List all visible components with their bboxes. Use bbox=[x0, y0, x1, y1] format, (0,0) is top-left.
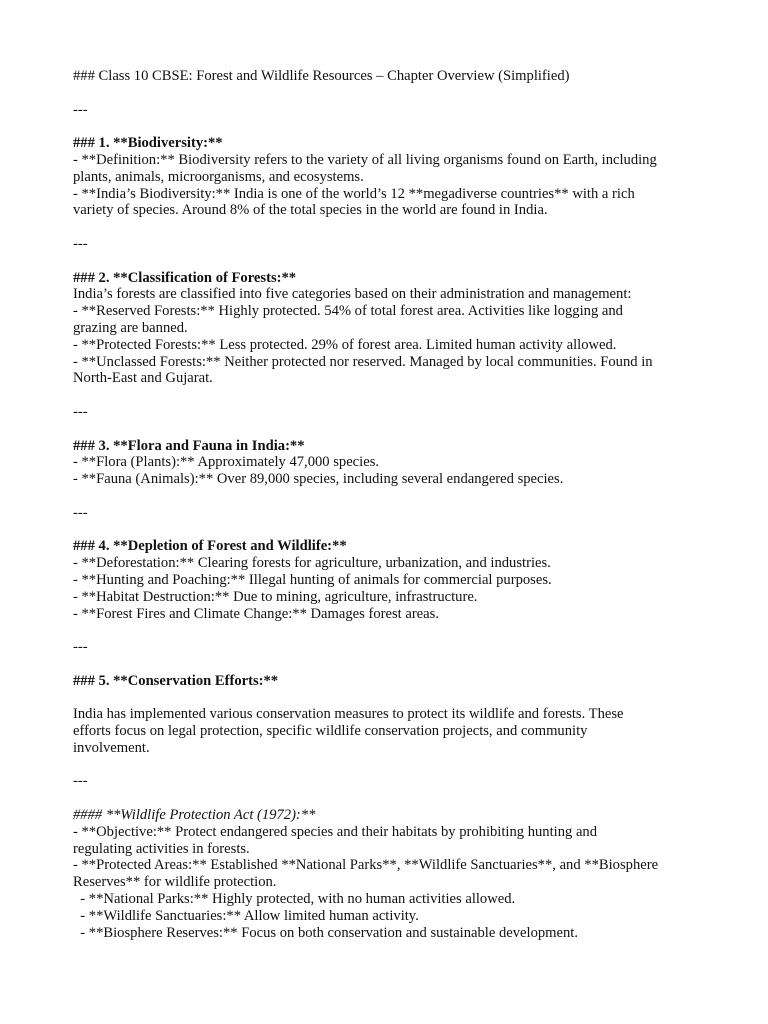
spacer bbox=[73, 387, 703, 404]
nested-list-item: - **Wildlife Sanctuaries:** Allow limited human activity. bbox=[73, 907, 419, 924]
nested-list-item: - **Biosphere Reserves:** Focus on both conservation and sustainable development. bbox=[73, 924, 579, 941]
nested-list-item: - **National Parks:** Highly protected, with no human activities allowed. bbox=[73, 891, 516, 908]
list-item: - **Flora (Plants):** Approximately 47,000 species. bbox=[73, 454, 380, 471]
subsection-heading-wildlife-act: #### **Wildlife Protection Act (1972):** bbox=[73, 807, 316, 824]
list-item: - **Fauna (Animals):** Over 89,000 species, including several endangered species. bbox=[73, 471, 564, 488]
paragraph-line: efforts focus on legal protection, specific wildlife conservation projects, and community bbox=[73, 723, 588, 740]
spacer bbox=[73, 488, 703, 505]
list-item: - **Definition:** Biodiversity refers to the variety of all living organisms found on Earth, including bbox=[73, 151, 657, 168]
paragraph-line: India has implemented various conservation measures to protect its wildlife and forests. These bbox=[73, 706, 624, 723]
section-heading-depletion: ### 4. **Depletion of Forest and Wildlife:** bbox=[73, 538, 347, 555]
section-heading-conservation: ### 5. **Conservation Efforts:** bbox=[73, 672, 279, 689]
list-item: - **Protected Areas:** Established **National Parks**, **Wildlife Sanctuaries**, and **Biosphere bbox=[73, 857, 659, 874]
spacer bbox=[73, 253, 703, 270]
spacer bbox=[73, 522, 703, 539]
list-item: - **Objective:** Protect endangered species and their habitats by prohibiting hunting and bbox=[73, 823, 598, 840]
spacer bbox=[73, 85, 703, 102]
section-heading-classification: ### 2. **Classification of Forests:** bbox=[73, 269, 297, 286]
spacer bbox=[73, 656, 703, 673]
list-item: - **Forest Fires and Climate Change:** Damages forest areas. bbox=[73, 605, 439, 622]
list-item-continued: variety of species. Around 8% of the total species in the world are found in India. bbox=[73, 202, 548, 219]
section-heading-flora-fauna: ### 3. **Flora and Fauna in India:** bbox=[73, 437, 305, 454]
spacer bbox=[73, 790, 703, 807]
spacer bbox=[73, 421, 703, 438]
list-item: - **Habitat Destruction:** Due to mining, agriculture, infrastructure. bbox=[73, 588, 478, 605]
list-item-continued: regulating activities in forests. bbox=[73, 840, 250, 857]
separator: --- bbox=[73, 403, 88, 420]
list-item: - **Protected Forests:** Less protected. 29% of forest area. Limited human activity allowed. bbox=[73, 336, 617, 353]
paragraph-line: India’s forests are classified into five categories based on their administration and management: bbox=[73, 286, 632, 303]
separator: --- bbox=[73, 101, 88, 118]
spacer bbox=[73, 689, 703, 706]
list-item: - **Hunting and Poaching:** Illegal hunting of animals for commercial purposes. bbox=[73, 571, 552, 588]
separator: --- bbox=[73, 504, 88, 521]
spacer bbox=[73, 757, 703, 774]
separator: --- bbox=[73, 235, 88, 252]
list-item-continued: grazing are banned. bbox=[73, 319, 188, 336]
separator: --- bbox=[73, 773, 88, 790]
list-item: - **India’s Biodiversity:** India is one of the world’s 12 **megadiverse countries** with a rich bbox=[73, 185, 635, 202]
document-body bbox=[73, 68, 703, 941]
spacer bbox=[73, 622, 703, 639]
list-item-continued: North-East and Gujarat. bbox=[73, 370, 213, 387]
list-item: - **Reserved Forests:** Highly protected. 54% of total forest area. Activities like logging and bbox=[73, 303, 623, 320]
document-title: ### Class 10 CBSE: Forest and Wildlife Resources – Chapter Overview (Simplified) bbox=[73, 68, 570, 84]
spacer bbox=[73, 118, 703, 135]
paragraph-line: involvement. bbox=[73, 739, 150, 756]
spacer bbox=[73, 219, 703, 236]
list-item: - **Deforestation:** Clearing forests for agriculture, urbanization, and industries. bbox=[73, 555, 551, 572]
list-item-continued: Reserves** for wildlife protection. bbox=[73, 874, 277, 891]
list-item-continued: plants, animals, microorganisms, and ecosystems. bbox=[73, 168, 364, 185]
list-item: - **Unclassed Forests:** Neither protected nor reserved. Managed by local communities. Found in bbox=[73, 353, 653, 370]
section-heading-biodiversity: ### 1. **Biodiversity:** bbox=[73, 135, 223, 152]
separator: --- bbox=[73, 639, 88, 656]
